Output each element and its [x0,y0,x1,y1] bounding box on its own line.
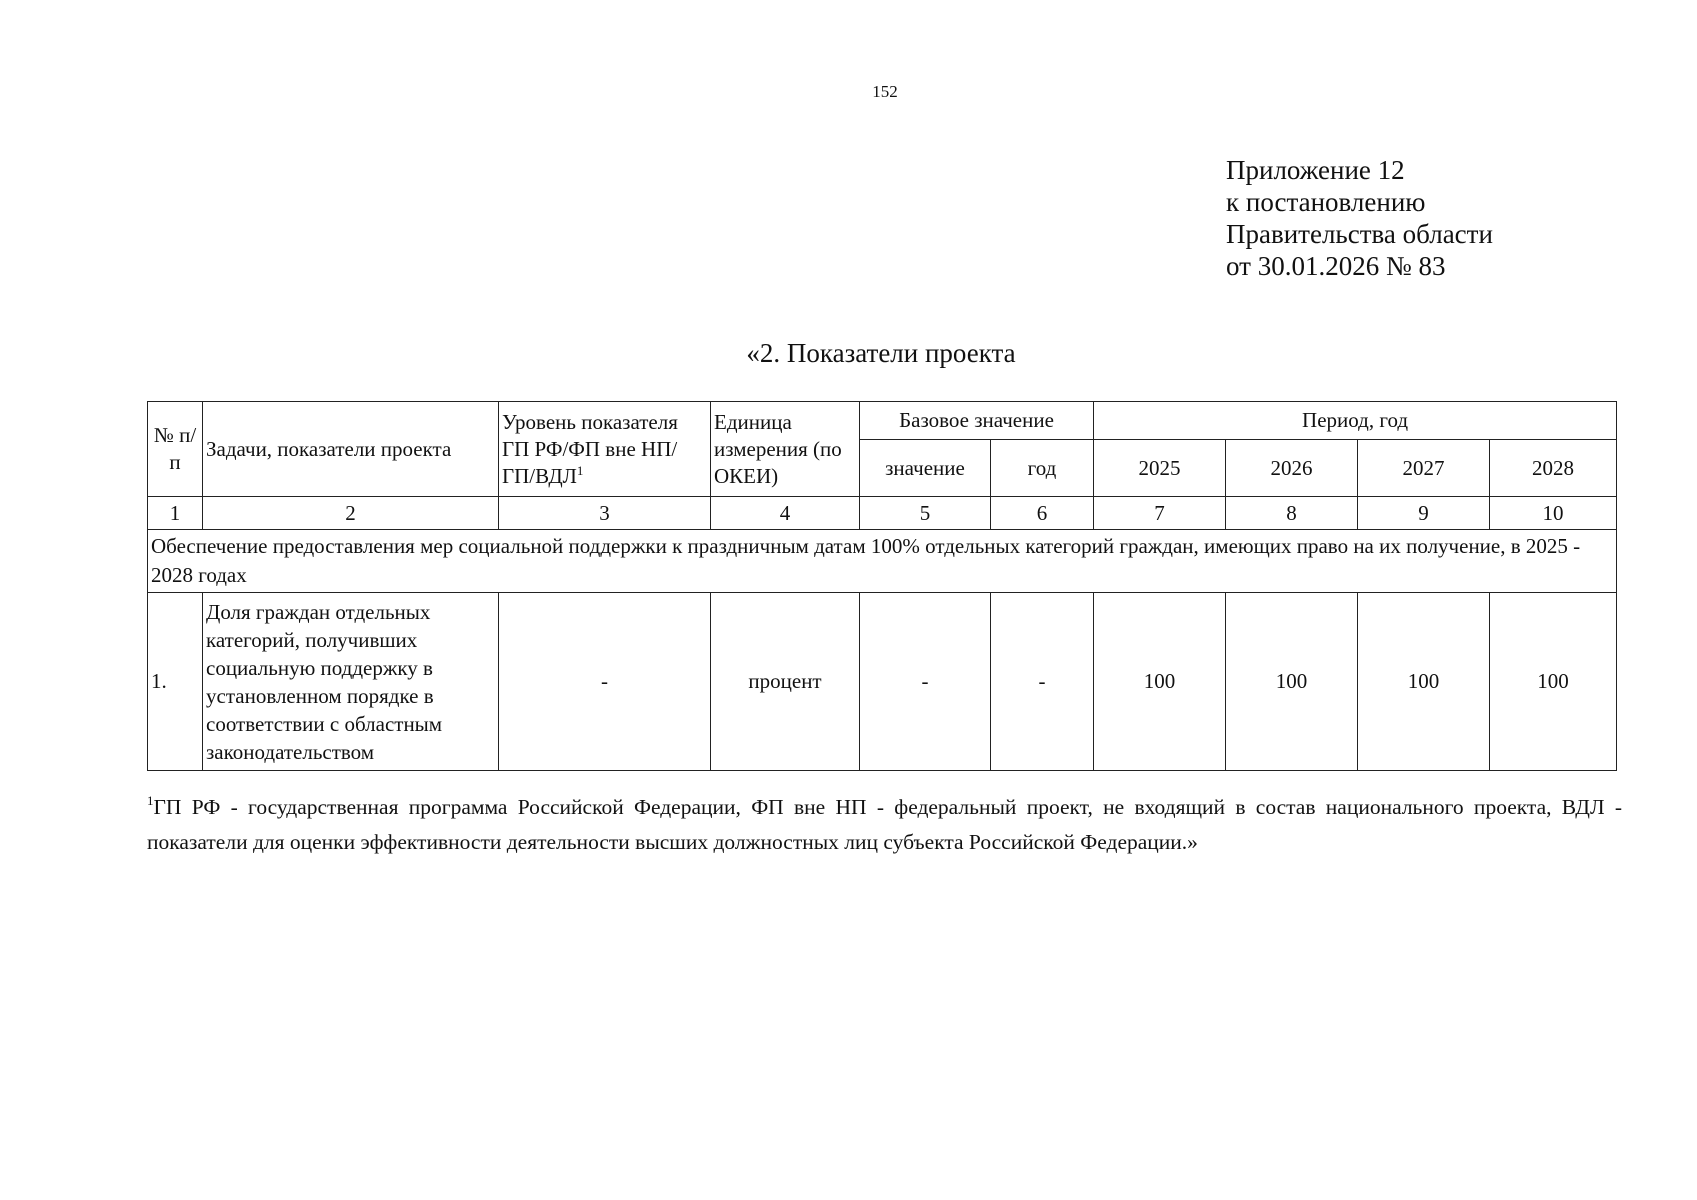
header-year: 2027 [1358,440,1490,497]
column-number: 6 [991,497,1094,530]
column-number: 10 [1490,497,1617,530]
header-unit: Единица измерения (по ОКЕИ) [711,402,860,497]
appendix-line: Приложение 12 [1226,155,1405,185]
period-value: 100 [1490,593,1617,771]
period-value: 100 [1358,593,1490,771]
header-base-value-year: год [991,440,1094,497]
header-num: № п/п [148,402,203,497]
column-number: 5 [860,497,991,530]
header-base-value-value: значение [860,440,991,497]
period-value: 100 [1094,593,1226,771]
header-period: Период, год [1094,402,1617,440]
period-value: 100 [1226,593,1358,771]
header-tasks: Задачи, показатели проекта [203,402,499,497]
footnote [147,790,1622,860]
task-description: Обеспечение предоставления мер социальной поддержки к праздничным датам 100% отдельных категорий граждан, имеющих право на их получение, в 2025 - 2028 годах [148,530,1617,593]
indicator-name: Доля граждан отдельных категорий, получивших социальную поддержку в установленном порядке в соответствии с областным законодательством [203,593,499,771]
indicators-table [147,401,1617,771]
header-year: 2025 [1094,440,1226,497]
column-number: 4 [711,497,860,530]
header-level [499,402,711,497]
table-row [148,593,1617,771]
column-number: 1 [148,497,203,530]
base-year: - [991,593,1094,771]
task-row [148,530,1617,593]
appendix-block [1226,154,1493,282]
indicator-unit: процент [711,593,860,771]
appendix-line: от 30.01.2026 № 83 [1226,251,1446,281]
appendix-line: Правительства области [1226,219,1493,249]
indicator-level: - [499,593,711,771]
appendix-line: к постановлению [1226,187,1426,217]
column-number: 8 [1226,497,1358,530]
footnote-marker: 1 [147,793,154,808]
column-number: 7 [1094,497,1226,530]
header-year: 2026 [1226,440,1358,497]
header-level-text: Уровень показателя ГП РФ/ФП вне НП/ГП/ВДЛ [502,409,678,488]
base-value: - [860,593,991,771]
footnote-text: ГП РФ - государственная программа Российской Федерации, ФП вне НП - федеральный проект, не входящий в состав национального проекта, ВДЛ - показатели для оценки эффективности деятельности высших должностных лиц субъекта Российской Федерации.» [147,795,1622,854]
column-number: 3 [499,497,711,530]
header-year: 2028 [1490,440,1617,497]
page-number: 152 [872,82,898,101]
section-title: «2. Показатели проекта [746,338,1016,368]
header-row [148,402,1617,440]
column-number: 2 [203,497,499,530]
column-number-row [148,497,1617,530]
header-base-value: Базовое значение [860,402,1094,440]
row-number: 1. [148,593,203,771]
footnote-ref: 1 [576,462,584,478]
column-number: 9 [1358,497,1490,530]
